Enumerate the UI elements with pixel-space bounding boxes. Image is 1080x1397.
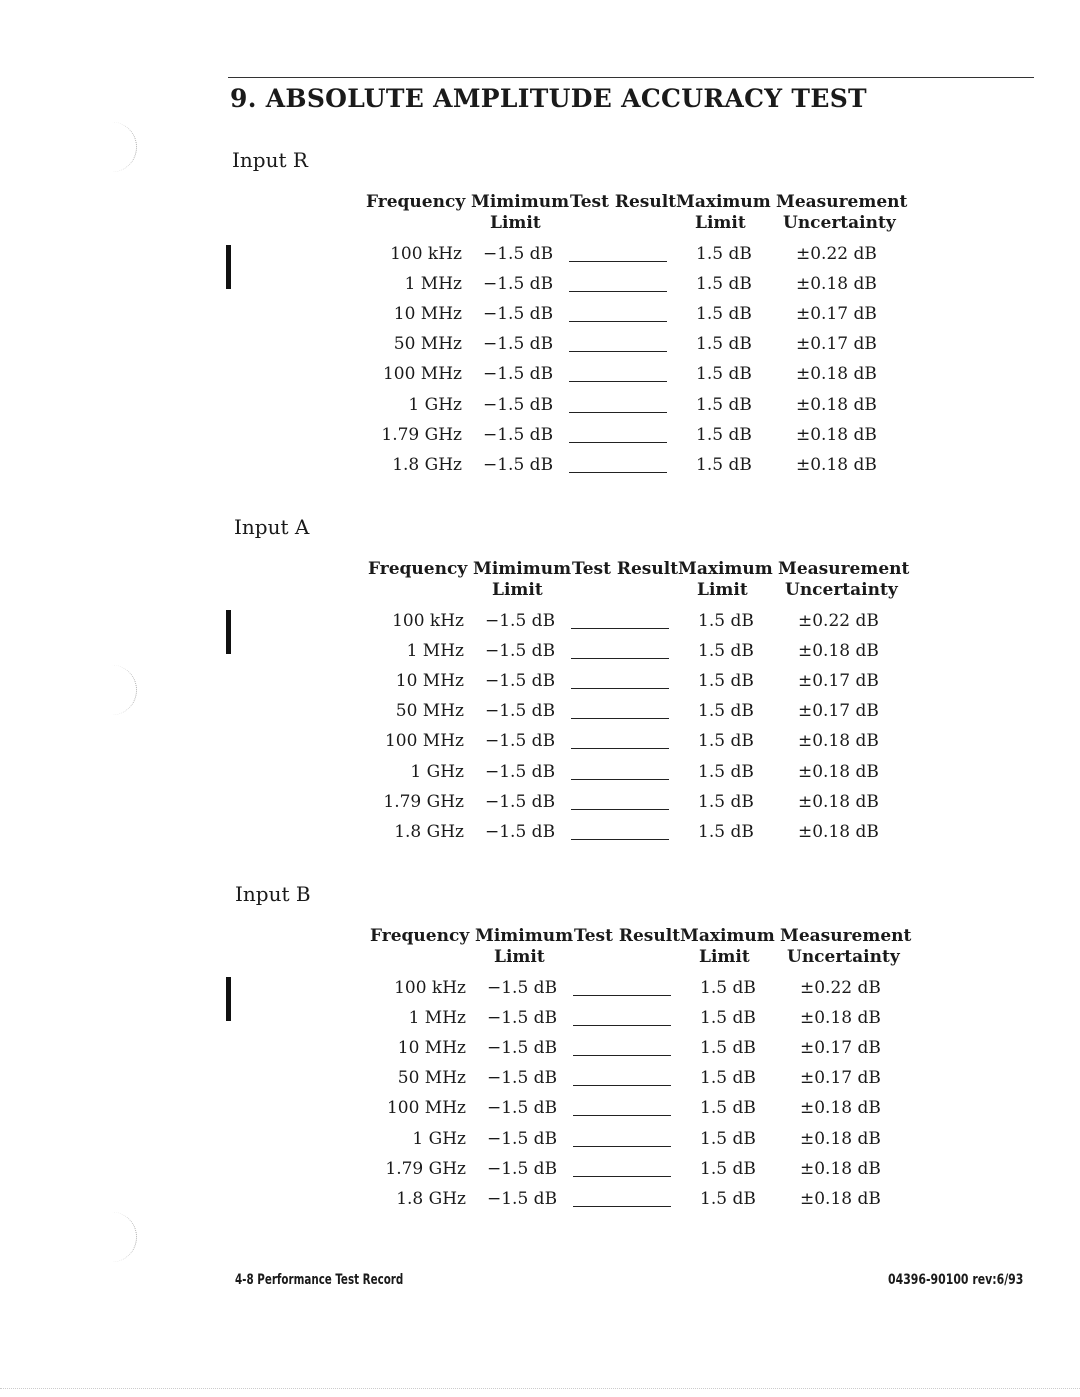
frequency-cell: 1.79 GHz	[381, 424, 462, 445]
table-row	[366, 455, 906, 477]
section-heading: Input B	[235, 882, 311, 906]
test-result-blank[interactable]	[573, 1115, 671, 1116]
uncertainty-cell: ±0.22 dB	[800, 978, 881, 998]
test-result-blank[interactable]	[569, 472, 667, 473]
minimum-limit-cell: −1.5 dB	[483, 304, 554, 325]
minimum-limit-cell: −1.5 dB	[485, 761, 556, 782]
test-result-blank[interactable]	[571, 809, 669, 810]
minimum-limit-cell: −1.5 dB	[487, 1068, 558, 1089]
uncertainty-cell: ±0.22 dB	[798, 611, 879, 631]
table-row	[366, 244, 906, 266]
maximum-limit-cell: 1.5 dB	[700, 1098, 756, 1119]
frequency-cell: 100 kHz	[390, 244, 462, 264]
frequency-cell: 1 GHz	[408, 394, 462, 415]
maximum-limit-cell: 1.5 dB	[700, 1188, 756, 1209]
test-result-blank[interactable]	[569, 442, 667, 443]
maximum-limit-cell: 1.5 dB	[696, 244, 752, 264]
header-minimum-limit: Limit	[490, 213, 541, 233]
table-row	[368, 671, 908, 693]
minimum-limit-cell: −1.5 dB	[485, 671, 556, 692]
test-result-blank[interactable]	[571, 839, 669, 840]
frequency-cell: 1.8 GHz	[396, 1188, 466, 1209]
table-row	[370, 1098, 910, 1120]
table-row	[366, 334, 906, 356]
maximum-limit-cell: 1.5 dB	[700, 1158, 756, 1179]
uncertainty-cell: ±0.17 dB	[798, 701, 879, 722]
minimum-limit-cell: −1.5 dB	[483, 274, 554, 295]
test-result-blank[interactable]	[573, 1146, 671, 1147]
uncertainty-cell: ±0.17 dB	[800, 1068, 881, 1089]
table-row	[368, 822, 908, 844]
frequency-cell: 100 MHz	[382, 364, 462, 385]
test-result-blank[interactable]	[571, 748, 669, 749]
table-row	[370, 1068, 910, 1090]
header-minimum-limit: Limit	[492, 580, 543, 600]
frequency-cell: 1 GHz	[410, 761, 464, 782]
uncertainty-cell: ±0.22 dB	[796, 244, 877, 264]
frequency-cell: 1 MHz	[406, 641, 464, 662]
table-row	[370, 1129, 910, 1151]
test-result-blank[interactable]	[571, 628, 669, 629]
maximum-limit-cell: 1.5 dB	[700, 1128, 756, 1149]
header-measurement: Measurement	[776, 192, 908, 212]
change-bar	[226, 977, 231, 1021]
table-row	[368, 611, 908, 633]
minimum-limit-cell: −1.5 dB	[483, 244, 554, 264]
frequency-cell: 1.8 GHz	[392, 454, 462, 475]
minimum-limit-cell: −1.5 dB	[485, 731, 556, 752]
uncertainty-cell: ±0.18 dB	[800, 1158, 881, 1179]
frequency-cell: 100 kHz	[392, 611, 464, 631]
scan-edge	[0, 1388, 1080, 1389]
uncertainty-cell: ±0.18 dB	[798, 641, 879, 662]
table-row	[366, 425, 906, 447]
footer-page-label: 4-8 Performance Test Record	[235, 1272, 404, 1288]
maximum-limit-cell: 1.5 dB	[698, 731, 754, 752]
header-minimum: Mimimum	[471, 192, 570, 212]
test-result-blank[interactable]	[569, 261, 667, 262]
uncertainty-cell: ±0.18 dB	[796, 274, 877, 295]
header-frequency: Frequency	[368, 559, 468, 579]
test-result-blank[interactable]	[573, 1176, 671, 1177]
maximum-limit-cell: 1.5 dB	[700, 978, 756, 998]
frequency-cell: 1.79 GHz	[383, 791, 464, 812]
header-maximum-limit: Limit	[695, 213, 746, 233]
frequency-cell: 1 MHz	[408, 1008, 466, 1029]
table-row	[368, 731, 908, 753]
uncertainty-cell: ±0.18 dB	[796, 364, 877, 385]
maximum-limit-cell: 1.5 dB	[698, 761, 754, 782]
header-test-result: Test Result	[570, 192, 677, 212]
header-maximum: Maximum	[680, 926, 775, 946]
maximum-limit-cell: 1.5 dB	[696, 304, 752, 325]
accuracy-table	[370, 926, 910, 1216]
minimum-limit-cell: −1.5 dB	[485, 641, 556, 662]
header-measurement: Measurement	[778, 559, 910, 579]
header-frequency: Frequency	[366, 192, 466, 212]
minimum-limit-cell: −1.5 dB	[485, 611, 556, 631]
table-row	[366, 274, 906, 296]
header-test-result: Test Result	[574, 926, 681, 946]
uncertainty-cell: ±0.18 dB	[800, 1128, 881, 1149]
test-result-blank[interactable]	[573, 995, 671, 996]
uncertainty-cell: ±0.18 dB	[798, 791, 879, 812]
maximum-limit-cell: 1.5 dB	[696, 334, 752, 355]
maximum-limit-cell: 1.5 dB	[698, 821, 754, 842]
maximum-limit-cell: 1.5 dB	[696, 274, 752, 295]
maximum-limit-cell: 1.5 dB	[696, 364, 752, 385]
test-result-blank[interactable]	[573, 1055, 671, 1056]
maximum-limit-cell: 1.5 dB	[698, 791, 754, 812]
test-result-blank[interactable]	[571, 688, 669, 689]
header-minimum: Mimimum	[473, 559, 572, 579]
header-uncertainty: Uncertainty	[787, 947, 900, 967]
test-result-blank[interactable]	[573, 1206, 671, 1207]
page-title: 9. ABSOLUTE AMPLITUDE ACCURACY TEST	[230, 84, 867, 113]
section-heading: Input R	[232, 148, 308, 172]
maximum-limit-cell: 1.5 dB	[700, 1008, 756, 1029]
header-uncertainty: Uncertainty	[783, 213, 896, 233]
table-row	[366, 304, 906, 326]
change-bar	[226, 245, 231, 289]
header-maximum: Maximum	[678, 559, 773, 579]
minimum-limit-cell: −1.5 dB	[487, 978, 558, 998]
maximum-limit-cell: 1.5 dB	[698, 611, 754, 631]
table-row	[370, 1008, 910, 1030]
frequency-cell: 10 MHz	[395, 671, 464, 692]
uncertainty-cell: ±0.18 dB	[800, 1008, 881, 1029]
maximum-limit-cell: 1.5 dB	[696, 424, 752, 445]
table-row	[368, 641, 908, 663]
uncertainty-cell: ±0.18 dB	[796, 394, 877, 415]
footer-doc-revision: 04396-90100 rev:6/93	[888, 1272, 1024, 1288]
minimum-limit-cell: −1.5 dB	[487, 1098, 558, 1119]
header-maximum-limit: Limit	[697, 580, 748, 600]
frequency-cell: 10 MHz	[397, 1038, 466, 1059]
test-result-blank[interactable]	[569, 412, 667, 413]
test-result-blank[interactable]	[571, 658, 669, 659]
minimum-limit-cell: −1.5 dB	[487, 1128, 558, 1149]
table-row	[366, 364, 906, 386]
frequency-cell: 100 MHz	[386, 1098, 466, 1119]
uncertainty-cell: ±0.17 dB	[796, 334, 877, 355]
section-heading: Input A	[234, 515, 310, 539]
table-row	[368, 701, 908, 723]
uncertainty-cell: ±0.18 dB	[798, 731, 879, 752]
uncertainty-cell: ±0.17 dB	[800, 1038, 881, 1059]
minimum-limit-cell: −1.5 dB	[483, 424, 554, 445]
minimum-limit-cell: −1.5 dB	[487, 1038, 558, 1059]
maximum-limit-cell: 1.5 dB	[698, 641, 754, 662]
uncertainty-cell: ±0.18 dB	[798, 821, 879, 842]
test-result-blank[interactable]	[573, 1085, 671, 1086]
table-row	[370, 1159, 910, 1181]
minimum-limit-cell: −1.5 dB	[483, 364, 554, 385]
maximum-limit-cell: 1.5 dB	[700, 1068, 756, 1089]
uncertainty-cell: ±0.18 dB	[798, 761, 879, 782]
uncertainty-cell: ±0.18 dB	[800, 1098, 881, 1119]
maximum-limit-cell: 1.5 dB	[700, 1038, 756, 1059]
minimum-limit-cell: −1.5 dB	[487, 1158, 558, 1179]
uncertainty-cell: ±0.18 dB	[796, 424, 877, 445]
header-maximum-limit: Limit	[699, 947, 750, 967]
frequency-cell: 1 MHz	[404, 274, 462, 295]
test-result-blank[interactable]	[569, 291, 667, 292]
change-bar	[226, 610, 231, 654]
minimum-limit-cell: −1.5 dB	[483, 454, 554, 475]
maximum-limit-cell: 1.5 dB	[698, 701, 754, 722]
frequency-cell: 50 MHz	[395, 701, 464, 722]
minimum-limit-cell: −1.5 dB	[485, 701, 556, 722]
minimum-limit-cell: −1.5 dB	[487, 1188, 558, 1209]
table-row	[366, 395, 906, 417]
header-minimum-limit: Limit	[494, 947, 545, 967]
table-row	[370, 1189, 910, 1211]
header-frequency: Frequency	[370, 926, 470, 946]
frequency-cell: 1 GHz	[412, 1128, 466, 1149]
table-row	[368, 792, 908, 814]
header-measurement: Measurement	[780, 926, 912, 946]
minimum-limit-cell: −1.5 dB	[487, 1008, 558, 1029]
test-result-blank[interactable]	[571, 779, 669, 780]
frequency-cell: 50 MHz	[393, 334, 462, 355]
uncertainty-cell: ±0.18 dB	[800, 1188, 881, 1209]
frequency-cell: 100 MHz	[384, 731, 464, 752]
header-maximum: Maximum	[676, 192, 771, 212]
maximum-limit-cell: 1.5 dB	[698, 671, 754, 692]
binder-hole-mark	[100, 665, 137, 715]
uncertainty-cell: ±0.17 dB	[798, 671, 879, 692]
table-row	[370, 1038, 910, 1060]
binder-hole-mark	[100, 122, 137, 172]
maximum-limit-cell: 1.5 dB	[696, 394, 752, 415]
test-result-blank[interactable]	[569, 381, 667, 382]
header-uncertainty: Uncertainty	[785, 580, 898, 600]
header-minimum: Mimimum	[475, 926, 574, 946]
frequency-cell: 1.79 GHz	[385, 1158, 466, 1179]
accuracy-table	[366, 192, 906, 482]
minimum-limit-cell: −1.5 dB	[485, 821, 556, 842]
frequency-cell: 100 kHz	[394, 978, 466, 998]
uncertainty-cell: ±0.17 dB	[796, 304, 877, 325]
minimum-limit-cell: −1.5 dB	[485, 791, 556, 812]
frequency-cell: 1.8 GHz	[394, 821, 464, 842]
uncertainty-cell: ±0.18 dB	[796, 454, 877, 475]
title-rule	[228, 77, 1034, 78]
test-result-blank[interactable]	[569, 321, 667, 322]
test-result-blank[interactable]	[571, 718, 669, 719]
table-row	[368, 762, 908, 784]
test-result-blank[interactable]	[573, 1025, 671, 1026]
frequency-cell: 10 MHz	[393, 304, 462, 325]
minimum-limit-cell: −1.5 dB	[483, 394, 554, 415]
minimum-limit-cell: −1.5 dB	[483, 334, 554, 355]
table-row	[370, 978, 910, 1000]
test-result-blank[interactable]	[569, 351, 667, 352]
frequency-cell: 50 MHz	[397, 1068, 466, 1089]
header-test-result: Test Result	[572, 559, 679, 579]
binder-hole-mark	[100, 1212, 137, 1262]
accuracy-table	[368, 559, 908, 849]
maximum-limit-cell: 1.5 dB	[696, 454, 752, 475]
